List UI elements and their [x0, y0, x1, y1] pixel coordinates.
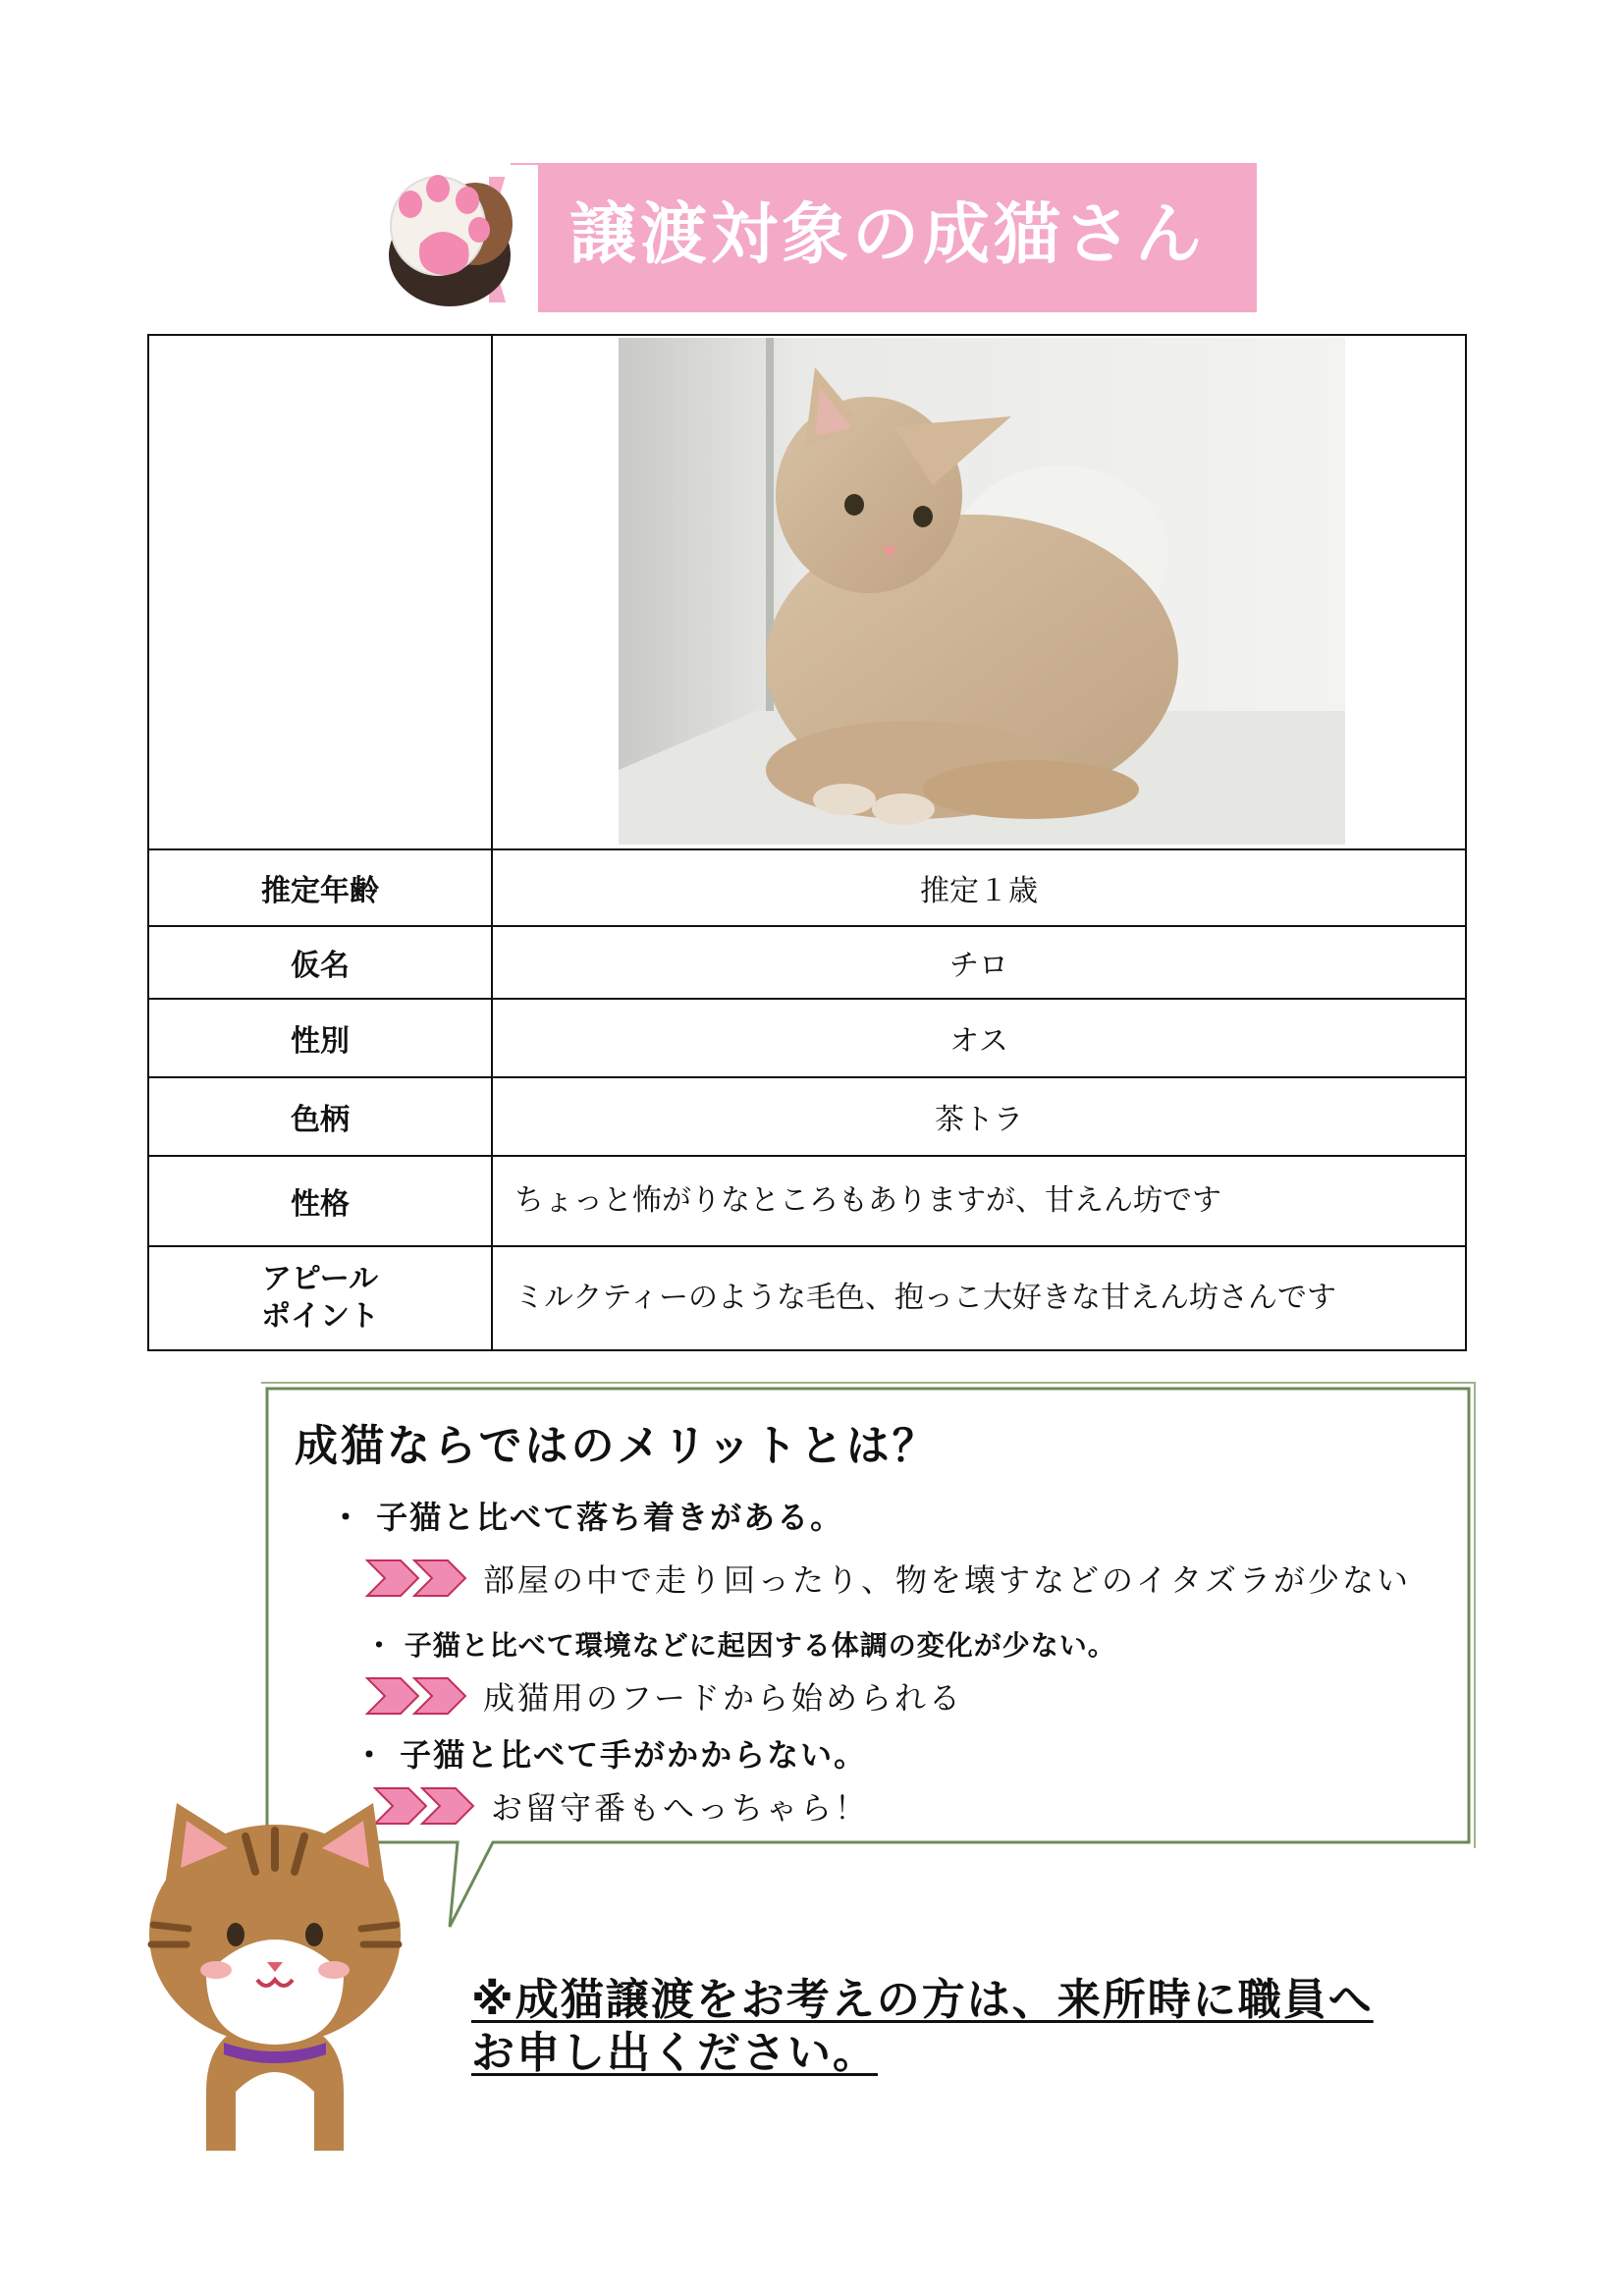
- color-label: 色柄: [148, 1077, 492, 1156]
- sex-label: 性別: [148, 999, 492, 1077]
- sex-value: オス: [492, 999, 1466, 1077]
- merit-detail-row-2: [365, 1673, 963, 1719]
- merit-detail-2: 成猫用のフードから始められる: [483, 1679, 964, 1717]
- merit-point-3: ・ 子猫と比べて手がかからない。: [353, 1736, 868, 1774]
- double-arrow-icon: [365, 1674, 469, 1718]
- paw-icon: [381, 165, 538, 312]
- color-value: 茶トラ: [492, 1077, 1466, 1156]
- merit-detail-3: お留守番もへっちゃら！: [491, 1789, 870, 1827]
- appeal-label-line2: ポイント: [261, 1299, 379, 1334]
- cat-photo: [619, 338, 1345, 845]
- merit-detail-row-1: [365, 1556, 1411, 1601]
- age-label: 推定年齢: [148, 849, 492, 926]
- merits-heading: 成猫ならではのメリットとは？: [295, 1421, 939, 1471]
- empty-label-cell: [148, 335, 492, 849]
- cat-illustration: [137, 1797, 412, 2151]
- notice-line-2: お申し出ください。: [471, 2028, 878, 2078]
- name-value: チロ: [492, 926, 1466, 999]
- merit-point-1: ・ 子猫と比べて落ち着きがある。: [330, 1499, 844, 1536]
- merit-detail-1: 部屋の中で走り回ったり、物を壊すなどのイタズラが少ない: [483, 1561, 1412, 1599]
- age-value: 推定１歳: [492, 849, 1466, 926]
- notice: [471, 1974, 1434, 2080]
- photo-cell: [492, 335, 1466, 849]
- appeal-value: ミルクティーのような毛色、抱っこ大好きな甘えん坊さんです: [492, 1246, 1466, 1350]
- appeal-label: [148, 1246, 492, 1350]
- page-title: 譲渡対象の成猫さん: [569, 196, 1207, 274]
- personality-value: ちょっと怖がりなところもありますが、甘えん坊です: [492, 1156, 1466, 1246]
- merit-point-2: ・ 子猫と比べて環境などに起因する体調の変化が少ない。: [365, 1629, 1116, 1662]
- personality-label: 性格: [148, 1156, 492, 1246]
- cat-profile-table: [147, 334, 1467, 1351]
- appeal-label-line1: アピール: [261, 1262, 379, 1296]
- merit-detail-row-3: [373, 1783, 869, 1829]
- notice-line-1: ※成猫譲渡をお考えの方は、来所時に職員へ: [471, 1975, 1374, 2025]
- double-arrow-icon: [365, 1557, 469, 1600]
- name-label: 仮名: [148, 926, 492, 999]
